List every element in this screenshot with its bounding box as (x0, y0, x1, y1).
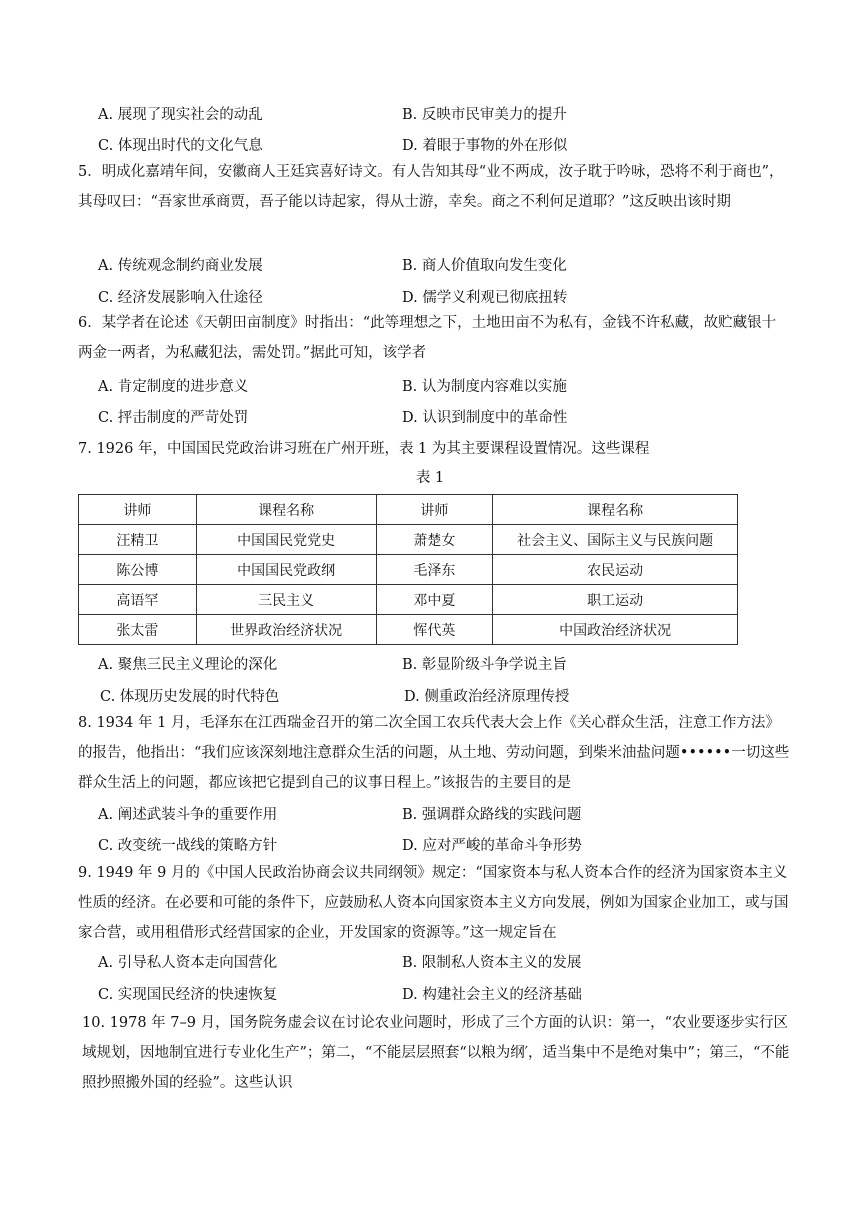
q10-stem: 10. 1978 年 7–9 月，国务院务虚会议在讨论农业问题时，形成了三个方面的认识：第一，“农业要逐步实行区域规划，因地制宜进行专业化生产”；第二，“不能层层照套“以粮为纲′，适当集中不是绝对集中”；第三，“不能照抄照搬外国的经验”。这些认识 (82, 1015, 790, 1091)
q5-option-d: D. 儒学义利观已彻底扭转 (402, 290, 568, 306)
q7-stem: 7. 1926 年，中国国民党政治讲习班在广州开班，表 1 为其主要课程设置情况。这些课程 (78, 441, 650, 457)
table-cell: 世界政治经济状况 (196, 615, 376, 645)
q9-option-a: A. 引导私人资本走向国营化 (98, 955, 278, 971)
table-cell: 社会主义、国际主义与民族问题 (493, 525, 738, 555)
table-cell: 中国国民党党史 (196, 525, 376, 555)
table-cell: 中国国民党政纲 (196, 555, 376, 585)
course-table (78, 494, 738, 645)
q8-option-b: B. 强调群众路线的实践问题 (402, 807, 582, 823)
q5-option-b: B. 商人价值取向发生变化 (402, 258, 567, 274)
header-cell: 课程名称 (493, 495, 738, 525)
table-cell: 张太雷 (79, 615, 197, 645)
table-row (79, 525, 738, 555)
q5-option-c: C. 经济发展影响入仕途径 (98, 290, 263, 306)
table-row (79, 585, 738, 615)
table-cell: 陈公博 (79, 555, 197, 585)
q6-stem: 6．某学者在论述《天朝田亩制度》时指出：“此等理想之下，土地田亩不为私有，金钱不许私藏，故贮藏银十两金一两者，为私藏犯法，需处罚。”据此可知，该学者 (78, 315, 777, 361)
q9-stem: 9. 1949 年 9 月的《中国人民政治协商会议共同纲领》规定：“国家资本与私人资本合作的经济为国家资本主义性质的经济。在必要和可能的条件下，应鼓励私人资本向国家资本主义方向发展，例如为国家企业加工，或与国家合营，或用租借形式经营国家的企业，开发国家的资源等。”这一规定旨在 (78, 865, 789, 941)
q8-option-a: A. 阐述武装斗争的重要作用 (98, 807, 278, 823)
table-cell: 邓中夏 (376, 585, 493, 615)
q9-option-d: D. 构建社会主义的经济基础 (402, 987, 582, 1003)
q6-option-c: C. 抨击制度的严苛处罚 (98, 410, 249, 426)
table-row (79, 615, 738, 645)
q4-option-b: B. 反映市民审美力的提升 (402, 107, 567, 123)
q9-option-c: C. 实现国民经济的快速恢复 (98, 987, 278, 1003)
q7-option-a: A. 聚焦三民主义理论的深化 (98, 657, 278, 673)
table-row (79, 555, 738, 585)
q4-option-a: A. 展现了现实社会的动乱 (98, 107, 263, 123)
q8-option-c: C. 改变统一战线的策略方针 (98, 838, 278, 854)
q5-option-a: A. 传统观念制约商业发展 (98, 258, 263, 274)
table-cell: 毛泽东 (376, 555, 493, 585)
table-cell: 萧楚女 (376, 525, 493, 555)
table-cell: 高语罕 (79, 585, 197, 615)
q7-option-b: B. 彰显阶级斗争学说主旨 (402, 657, 567, 673)
q4-option-d: D. 着眼于事物的外在形似 (402, 138, 568, 154)
header-cell: 讲师 (376, 495, 493, 525)
q6-option-a: A. 肯定制度的进步意义 (98, 379, 249, 395)
table-header-row (79, 495, 738, 525)
table-cell: 中国政治经济状况 (493, 615, 738, 645)
header-cell: 讲师 (79, 495, 197, 525)
q7-option-d: D. 侧重政治经济原理传授 (404, 689, 570, 705)
table-caption: 表 1 (415, 470, 445, 486)
table-cell: 汪精卫 (79, 525, 197, 555)
header-cell: 课程名称 (196, 495, 376, 525)
q6-option-d: D. 认识到制度中的革命性 (402, 410, 568, 426)
table-cell: 三民主义 (196, 585, 376, 615)
q6-option-b: B. 认为制度内容难以实施 (402, 379, 567, 395)
q8-option-d: D. 应对严峻的革命斗争形势 (402, 838, 582, 854)
q5-stem: 5．明成化嘉靖年间，安徽商人王廷宾喜好诗文。有人告知其母“业不两成，汝子耽于吟咏，恐将不利于商也”，其母叹曰：“吾家世承商贾，吾子能以诗起家，得从士游，幸矣。商之不利何足道耶？”这反映出该时期 (78, 164, 784, 210)
q8-stem: 8. 1934 年 1 月，毛泽东在江西瑞金召开的第二次全国工农兵代表大会上作《关心群众生活，注意工作方法》的报告，他指出：“我们应该深刻地注意群众生活的问题，从土地、劳动问题，到柴米油盐问题••••••一切这些群众生活上的问题，都应该把它提到自己的议事日程上。”该报告的主要目的是 (78, 715, 790, 791)
q9-option-b: B. 限制私人资本主义的发展 (402, 955, 582, 971)
table-cell: 恽代英 (376, 615, 493, 645)
q7-option-c: C. 体现历史发展的时代特色 (100, 689, 280, 705)
table-cell: 农民运动 (493, 555, 738, 585)
q4-option-c: C. 体现出时代的文化气息 (98, 138, 263, 154)
table-cell: 职工运动 (493, 585, 738, 615)
